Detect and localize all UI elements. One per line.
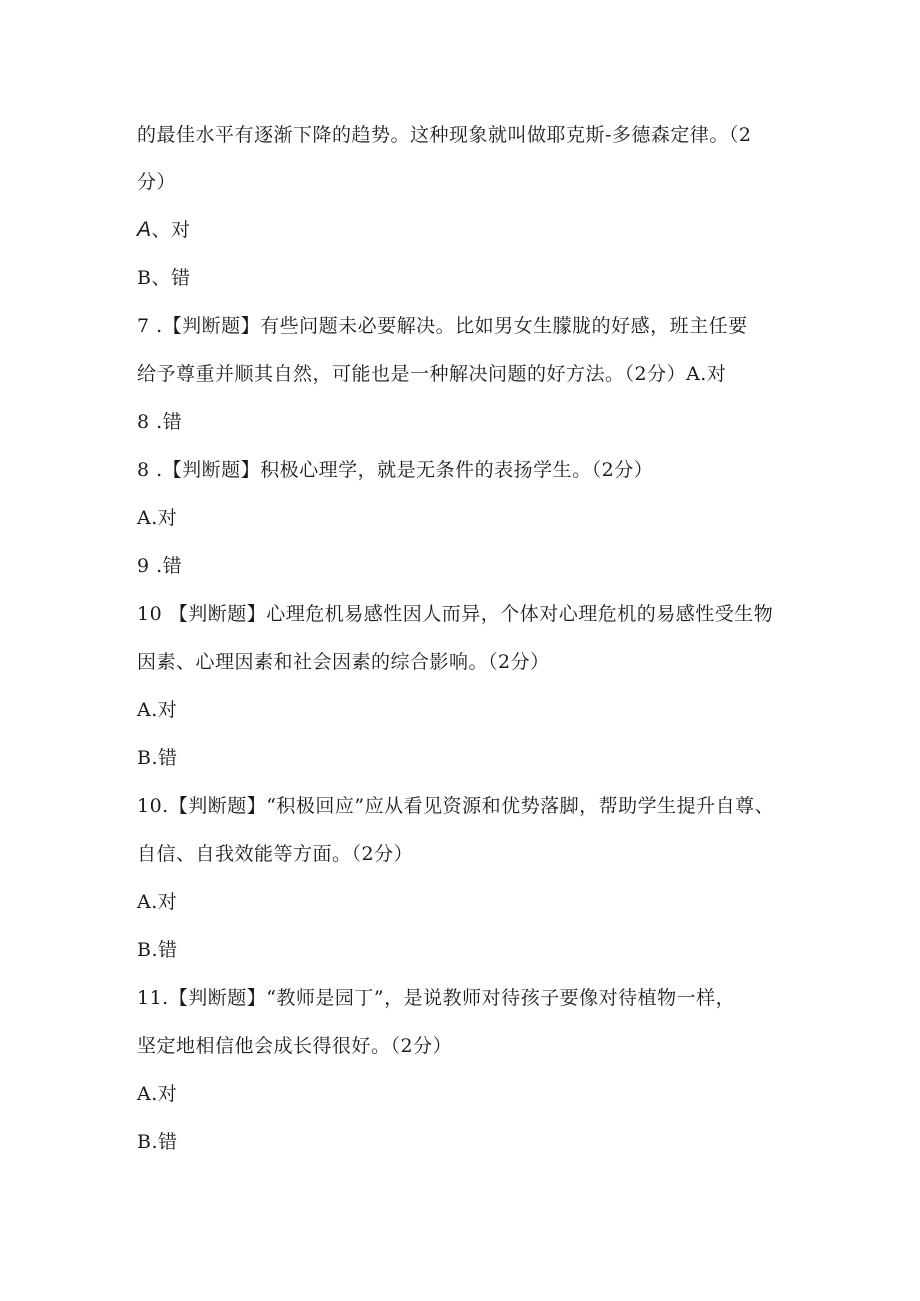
text-line-2: 分） [137, 171, 177, 193]
text-line-4: B、错 [137, 267, 191, 289]
text-line-10: 9 .错 [137, 555, 183, 577]
question-7-line-1: 7 .【判断题】有些问题未必要解决。比如男女生朦胧的好感，班主任要 [137, 315, 748, 337]
text-line-1: 的最佳水平有逐渐下降的趋势。这种现象就叫做耶克斯-多德森定律。（2 [137, 124, 752, 146]
question-10b-line-2: 自信、自我效能等方面。（2分） [137, 843, 414, 865]
question-11-line-2: 坚定地相信他会成长得很好。（2分） [137, 1035, 453, 1057]
question-11-line-1: 11.【判断题】“教师是园丁”，是说教师对待孩子要像对待植物一样， [137, 987, 736, 1009]
option-line: A.对 [137, 507, 178, 529]
option-a-letter: A [137, 218, 152, 241]
option-line: B.错 [137, 939, 178, 961]
option-line: A.对 [137, 699, 178, 721]
option-a-line [137, 217, 191, 243]
option-line: B.错 [137, 747, 178, 769]
question-8-line: 8 .【判断题】积极心理学，就是无条件的表扬学生。（2分） [137, 459, 654, 481]
question-10b-line-1: 10.【判断题】“积极回应”应从看见资源和优势落脚，帮助学生提升自尊、 [137, 795, 775, 817]
option-line: B.错 [137, 1131, 178, 1153]
question-10-line-1: 10 【判断题】心理危机易感性因人而异，个体对心理危机的易感性受生物 [137, 603, 774, 625]
option-line: A.对 [137, 891, 178, 913]
question-10-line-2: 因素、心理因素和社会因素的综合影响。（2分） [137, 651, 550, 673]
question-7-line-2: 给予尊重并顺其自然，可能也是一种解决问题的好方法。（2分）A.对 [137, 363, 727, 385]
option-line: A.对 [137, 1083, 178, 1105]
text-line-7: 8 .错 [137, 411, 183, 433]
option-a-text: 、对 [151, 219, 191, 241]
